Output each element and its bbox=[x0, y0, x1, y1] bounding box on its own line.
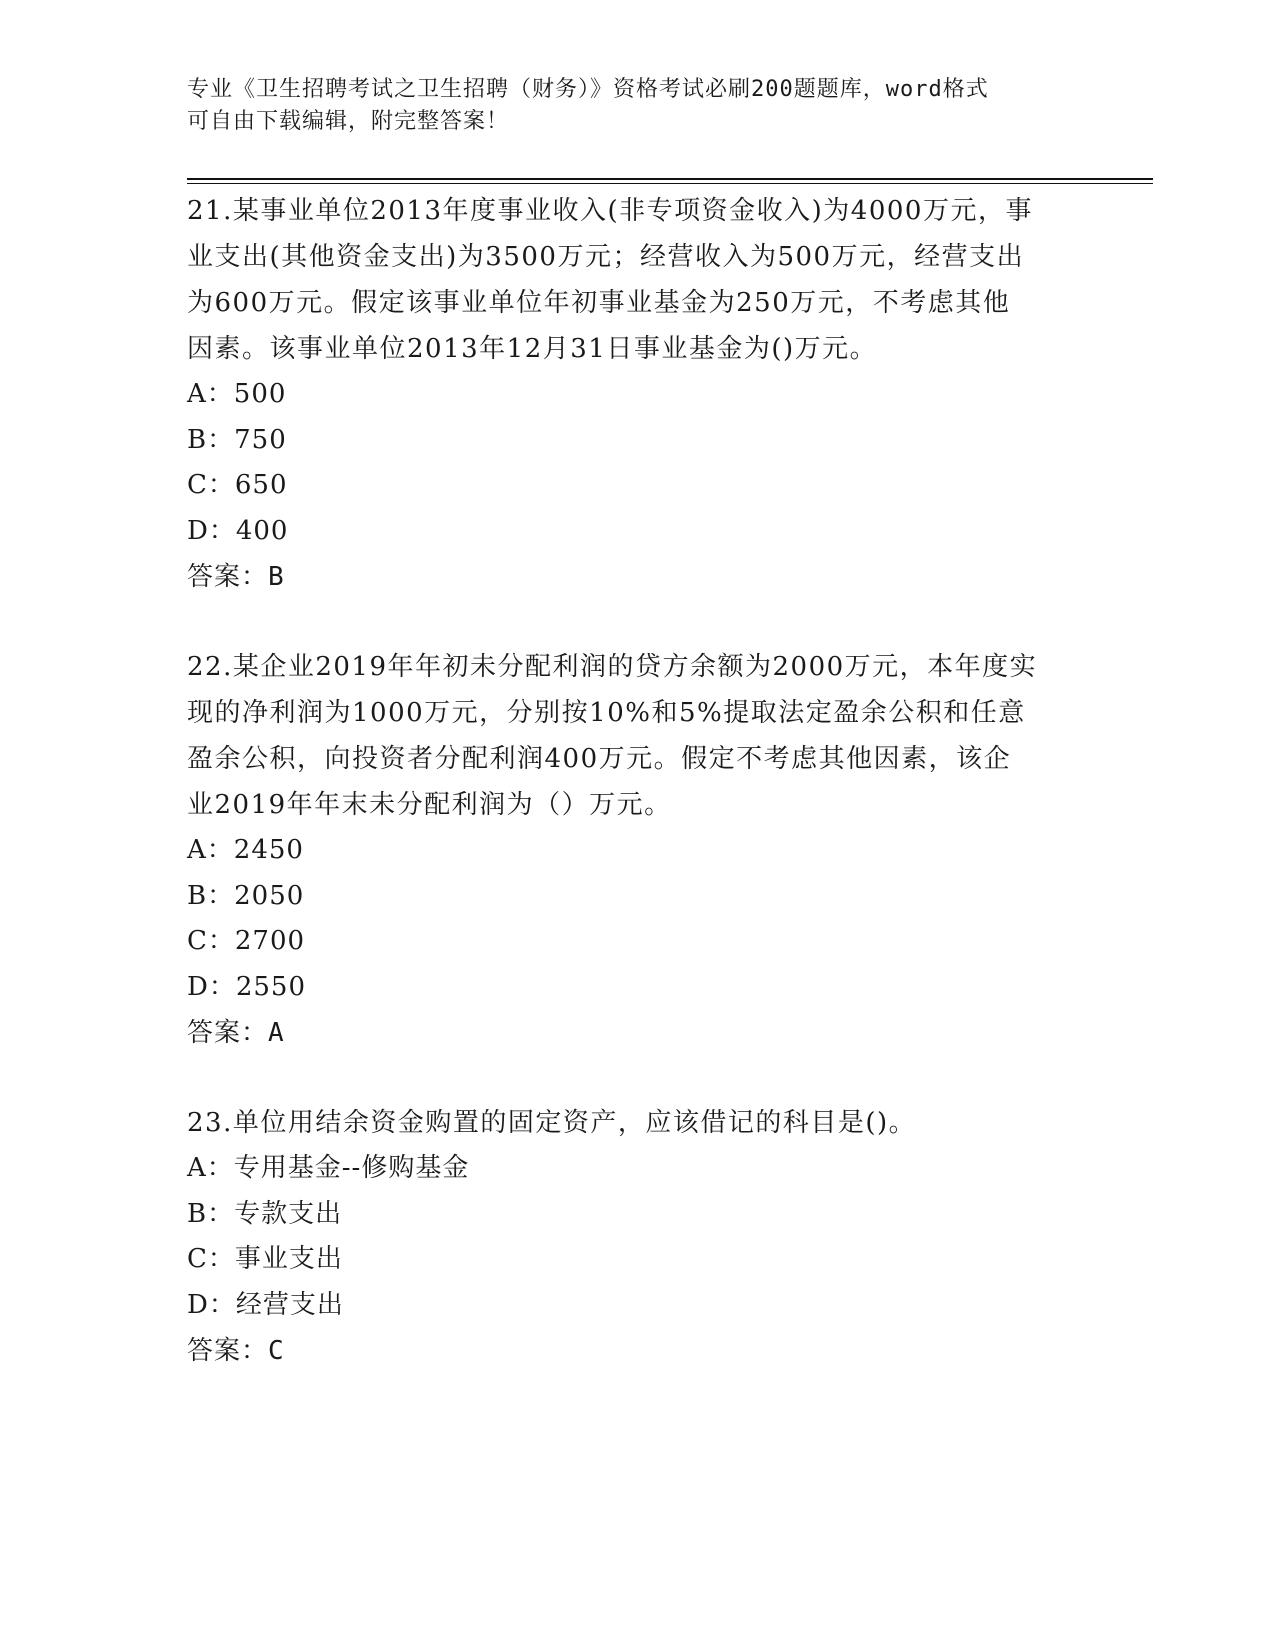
option-a: A：500 bbox=[187, 379, 287, 409]
question-text-line: 业支出(其他资金支出)为3500万元；经营收入为500万元，经营支出 bbox=[187, 242, 1025, 272]
question-text-line: 盈余公积，向投资者分配利润400万元。假定不考虑其他因素，该企 bbox=[187, 744, 1012, 774]
question-text-line: 为600万元。假定该事业单位年初事业基金为250万元，不考虑其他 bbox=[187, 288, 1011, 318]
option-c: C：事业支出 bbox=[187, 1244, 343, 1274]
option-b: B：2050 bbox=[187, 880, 305, 911]
option-a: A：专用基金--修购基金 bbox=[187, 1153, 470, 1183]
answer: 答案：B bbox=[187, 562, 285, 592]
question-text-line: 21.某事业单位2013年度事业收入(非专项资金收入)为4000万元，事 bbox=[187, 196, 1033, 226]
question-text-line: 23.单位用结余资金购置的固定资产，应该借记的科目是()。 bbox=[187, 1108, 917, 1138]
option-d: D：2550 bbox=[187, 971, 307, 1002]
option-c: C：650 bbox=[187, 470, 288, 500]
question-text-line: 因素。该事业单位2013年12月31日事业基金为()万元。 bbox=[187, 334, 878, 364]
question-text-line: 现的净利润为1000万元，分别按10%和5%提取法定盈余公积和任意 bbox=[187, 698, 1026, 728]
header-line-2: 可自由下载编辑，附完整答案！ bbox=[187, 109, 510, 134]
option-a: A：2450 bbox=[187, 835, 304, 865]
answer: 答案：C bbox=[187, 1336, 285, 1366]
option-d: D：经营支出 bbox=[187, 1289, 344, 1320]
option-c: C：2700 bbox=[187, 926, 306, 956]
header-divider-thick bbox=[187, 178, 1153, 180]
header-line-1: 专业《卫生招聘考试之卫生招聘（财务）》资格考试必刷200题题库，word格式 bbox=[187, 77, 989, 102]
question-22 bbox=[187, 644, 1087, 1056]
question-23 bbox=[187, 1100, 1087, 1374]
question-text-line: 业2019年年末未分配利润为（）万元。 bbox=[187, 790, 672, 820]
option-b: B：750 bbox=[187, 424, 287, 455]
answer: 答案：A bbox=[187, 1018, 285, 1048]
option-d: D：400 bbox=[187, 515, 289, 546]
question-21 bbox=[187, 188, 1087, 600]
question-text-line: 22.某企业2019年年初未分配利润的贷方余额为2000万元，本年度实 bbox=[187, 652, 1038, 682]
document-header bbox=[187, 74, 1067, 138]
option-b: B：专款支出 bbox=[187, 1198, 343, 1229]
header-divider-thin bbox=[187, 183, 1153, 184]
